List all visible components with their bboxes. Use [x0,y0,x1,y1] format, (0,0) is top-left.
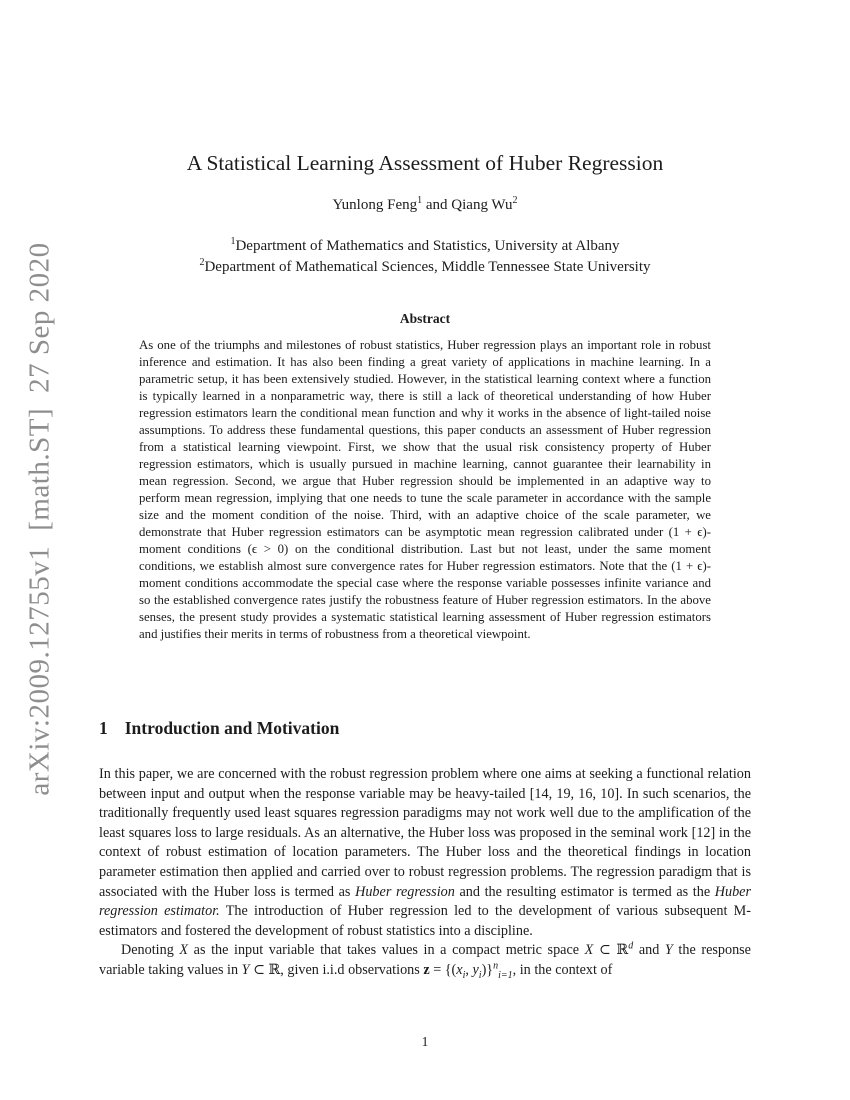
math-superscript: n [493,960,499,972]
math-bold-z: z [423,961,430,978]
arxiv-watermark: arXiv:2009.12755v1 [math.ST] 27 Sep 2020 [23,242,56,796]
paragraph-text: and [633,942,665,959]
math-expression: , [465,961,473,978]
paragraph-text: Denoting [121,942,180,959]
author-1-affiliation-mark: 1 [417,195,423,206]
paragraph-text: the response variable taking values in [99,942,751,978]
italic-term: Huber regression estimator. [99,883,752,920]
paper-title: A Statistical Learning Assessment of Huber Regression [186,151,664,175]
affiliation-1-text: Department of Mathematics and Statistics, University at Albany [235,238,620,254]
math-subscript: i=1 [498,969,513,981]
author-1: Yunlong Feng [332,197,418,213]
affiliation-1-mark: 1 [230,236,236,247]
paragraph-text: , in the context of [512,961,613,978]
intro-paragraph-1 [99,765,751,941]
math-expression: ⊂ ℝ, given i.i.d observations [249,961,424,978]
math-variable: y [472,961,479,978]
math-space-symbol: X [584,942,594,959]
section-number: 1 [99,718,108,738]
section-heading [99,718,751,739]
paragraph-text: The introduction of Huber regression led to the development of various subsequent M-estimators and fostered the development of robust statistics into a discipline. [99,903,751,939]
math-expression: = {( [429,961,457,978]
affiliation-2-text: Department of Mathematical Sciences, Middle Tennessee State University [204,258,651,275]
affiliation-2-mark: 2 [199,256,205,268]
paragraph-text: as the input variable that takes values in a compact metric space [188,942,585,959]
section-title: Introduction and Motivation [124,718,340,738]
affiliation-2 [0,257,850,278]
math-expression: ⊂ ℝ [593,942,629,959]
abstract-text: As one of the triumphs and milestones of robust statistics, Huber regression plays an important role in robust inference and estimation. It has also been finding a great variety of applications in machine learning. In a parametric setup, it has been extensively studied. However, in the statistical learning context where a function is typically learned in a nonparametric way, there is still a lack of theoretical understanding of how Huber regression estimators learn the conditional mean function and why it works in the absence of light-tailed noise assumptions. To address these fundamental questions, this paper conducts an assessment of Huber regression from a statistical learning viewpoint. First, we show that the usual risk consistency property of Huber regression estimators, which is usually pursued in machine learning, cannot guarantee their learnability in mean regression. Second, we argue that Huber regression should be implemented in an adaptive way to perform mean regression, implying that one needs to tune the scale parameter in accordance with the sample size and the moment condition of the noise. Third, with an adaptive choice of the scale parameter, we demonstrate that Huber regression estimators can be asymptotic mean regression calibrated under (1 + ϵ)-moment conditions (ϵ > 0) on the conditional distribution. Last but not least, under the same moment conditions, we establish almost sure convergence rates for Huber regression estimators. Note that the (1 + ϵ)-moment conditions accommodate the special case where the response variable possesses infinite variance and so the established convergence rates justify the robustness feature of Huber regression estimators. In the above senses, the present study provides a systematic statistical learning assessment of Huber regression estimators and justifies their merits in terms of robustness from a theoretical viewpoint. [139,338,711,641]
abstract-heading: Abstract [399,311,451,326]
italic-term: Huber regression [355,883,455,900]
math-expression: )} [481,961,494,978]
paragraph-text: and the resulting estimator is termed as the [454,883,715,900]
paragraph-text: In this paper, we are concerned with the robust regression problem where one aims at seeking a functional relation between input and output when the response variable may be heavy-tailed [14, 19, 16, 10]. In such scenarios, the traditionally frequently used least squares regression paradigms may not work well due to the amplification of the least squares loss to large residuals. As an alternative, the Huber loss was proposed in the seminal work [12] in the context of robust estimation of location parameters. The Huber loss and the theoretical findings in location parameter estimation then applied and carried over to robust regression problems. The regression paradigm that is associated with the Huber loss is termed as [99,766,751,900]
math-subscript: i [478,969,482,981]
math-subscript: i [462,969,466,981]
author-2-affiliation-mark: 2 [512,195,518,206]
affiliation-1 [0,236,850,257]
math-space-symbol: Y [241,961,250,978]
author-line [0,197,850,214]
affiliations [0,236,850,277]
author-connector: and [422,197,452,213]
introduction-body [99,765,751,981]
math-variable: x [456,961,463,978]
page-number: 1 [421,1034,429,1049]
intro-paragraph-2 [99,941,751,980]
math-variable: Y [664,942,673,959]
math-superscript: d [628,940,634,952]
author-2: Qiang Wu [451,197,513,213]
math-variable: X [179,942,189,959]
